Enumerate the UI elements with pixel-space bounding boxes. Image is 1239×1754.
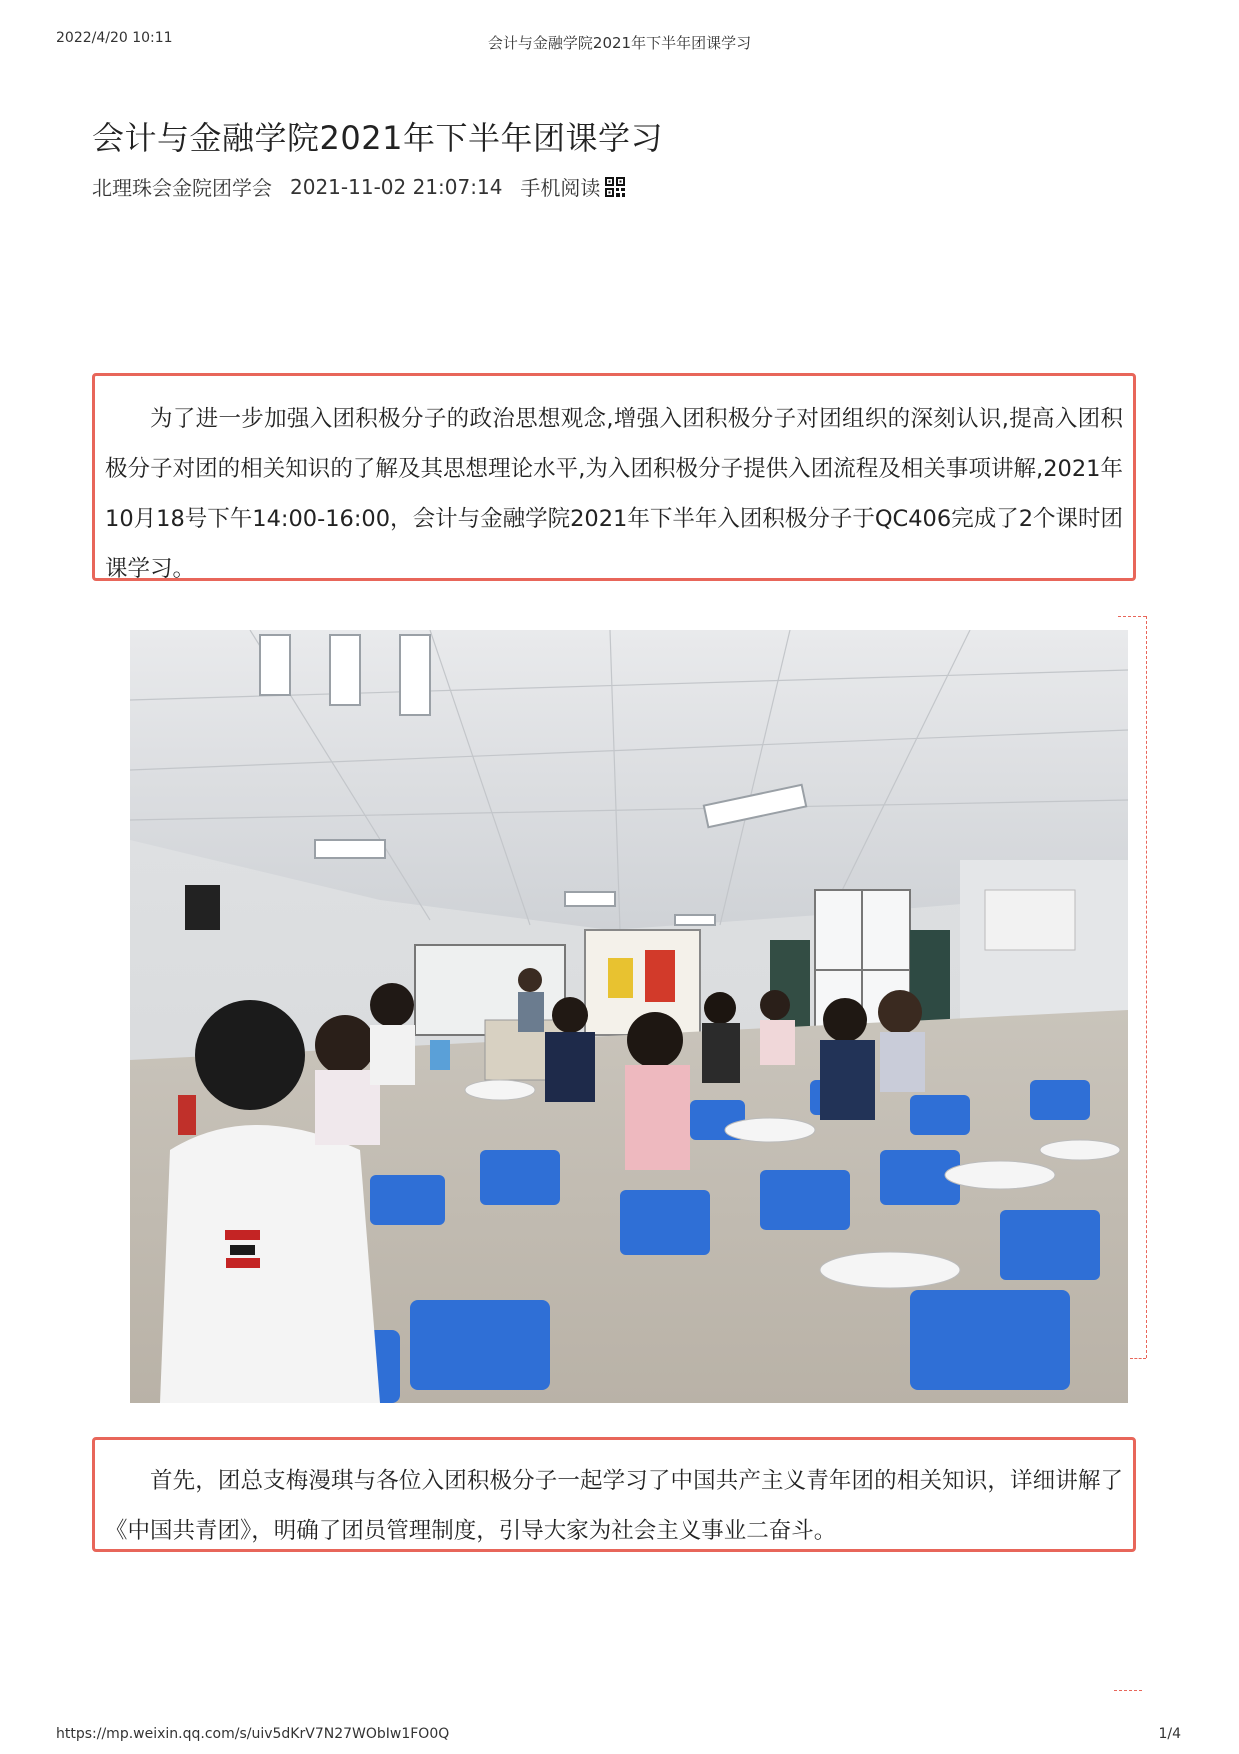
intro-paragraph: 为了进一步加强入团积极分子的政治思想观念,增强入团积极分子对团组织的深刻认识,提高入团积极分子对团的相关知识的了解及其思想理论水平,为入团积极分子提供入团流程及相关事项讲解,2021年10月18号下午14:00-16:00，会计与金融学院2021年下半年入团积极分子于QC406完成了2个课时团课学习。 <box>105 406 1124 582</box>
author-link[interactable]: 北理珠会金院团学会 <box>92 176 272 200</box>
dashed-guide-top <box>1118 616 1146 617</box>
print-url: https://mp.weixin.qq.com/s/uiv5dKrV7N27WObIw1FO0Q <box>56 1726 450 1742</box>
highlight-box-intro <box>92 373 1136 581</box>
dashed-guide-right <box>1146 616 1147 1358</box>
article-meta <box>92 172 644 201</box>
article-title: 会计与金融学院2021年下半年团课学习 <box>92 119 663 158</box>
print-page-number: 1/4 <box>1158 1726 1181 1742</box>
dashed-guide-bottom <box>1130 1358 1146 1359</box>
summary-paragraph: 首先，团总支梅漫琪与各位入团积极分子一起学习了中国共产主义青年团的相关知识，详细讲解了《中国共青团》，明确了团员管理制度，引导大家为社会主义事业二奋斗。 <box>105 1468 1123 1544</box>
qr-code-icon[interactable] <box>604 176 626 198</box>
print-datetime: 2022/4/20 10:11 <box>56 30 173 46</box>
dashed-guide-footer <box>1114 1690 1142 1691</box>
classroom-photo <box>130 630 1128 1403</box>
publish-time: 2021-11-02 21:07:14 <box>290 174 503 199</box>
mobile-read-label[interactable]: 手机阅读 <box>520 176 601 200</box>
print-page-title: 会计与金融学院2021年下半年团课学习 <box>487 34 752 52</box>
highlight-box-summary <box>92 1437 1136 1552</box>
